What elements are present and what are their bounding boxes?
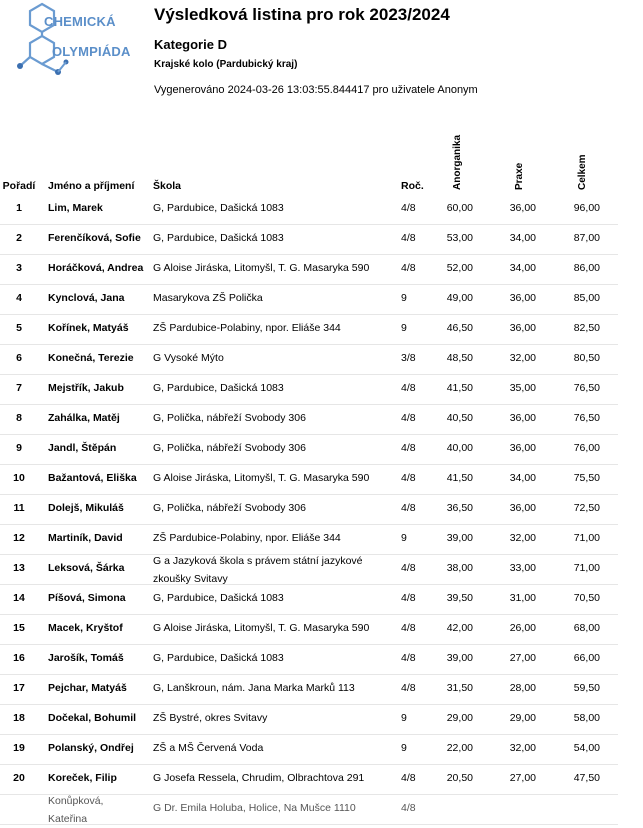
- school-cell: G Aloise Jiráska, Litomyšl, T. G. Masaryka 590: [153, 622, 370, 634]
- total-cell: 87,00: [573, 232, 600, 244]
- table-row: [0, 584, 618, 615]
- anorganika-cell: 46,50: [446, 322, 473, 334]
- name-cell: Kořínek, Matyáš: [48, 322, 129, 334]
- school-cell: G Josefa Ressela, Chrudim, Olbrachtova 291: [153, 772, 365, 784]
- anorganika-cell: 52,00: [446, 262, 473, 274]
- total-cell: 72,50: [573, 502, 600, 514]
- name-cell: Dolejš, Mikuláš: [48, 502, 124, 514]
- praxe-cell: 27,00: [509, 772, 536, 784]
- total-cell: 54,00: [573, 742, 600, 754]
- rank-cell: 10: [13, 472, 25, 484]
- benzene-ring-icon: [14, 0, 144, 80]
- table-row: [0, 554, 618, 585]
- anorganika-cell: 41,50: [446, 382, 473, 394]
- anorganika-cell: 49,00: [446, 292, 473, 304]
- year-cell: 3/8: [401, 352, 416, 364]
- total-cell: 82,50: [573, 322, 600, 334]
- total-cell: 75,50: [573, 472, 600, 484]
- rank-cell: 16: [13, 652, 25, 664]
- column-header-school: Škola: [153, 180, 182, 192]
- anorganika-cell: 42,00: [446, 622, 473, 634]
- name-cell: Dočekal, Bohumil: [48, 712, 137, 724]
- total-cell: 71,00: [573, 532, 600, 544]
- school-cell: G, Polička, nábřeží Svobody 306: [153, 442, 306, 454]
- rank-cell: 14: [13, 592, 25, 604]
- name-cell: Mejstřík, Jakub: [48, 382, 124, 394]
- school-cell: G, Pardubice, Dašická 1083: [153, 232, 284, 244]
- name-cell: Konečná, Terezie: [48, 352, 134, 364]
- anorganika-cell: 22,00: [446, 742, 473, 754]
- praxe-cell: 32,00: [509, 352, 536, 364]
- logo-text-line2: OLYMPIÁDA: [52, 44, 131, 59]
- praxe-cell: 36,00: [509, 442, 536, 454]
- name-cell: Jandl, Štěpán: [48, 442, 117, 454]
- table-row: [0, 764, 618, 795]
- table-row: [0, 494, 618, 525]
- rank-cell: 6: [16, 352, 22, 364]
- table-row: [0, 284, 618, 315]
- name-cell: Zahálka, Matěj: [48, 412, 120, 424]
- table-row: [0, 674, 618, 705]
- rank-cell: 19: [13, 742, 25, 754]
- school-cell: ZŠ Bystré, okres Svitavy: [153, 712, 268, 724]
- name-cell: Polanský, Ondřej: [48, 742, 134, 754]
- rank-cell: 17: [13, 682, 25, 694]
- year-cell: 4/8: [401, 682, 416, 694]
- table-row: [0, 194, 618, 225]
- column-header-anorganika: Anorganika: [452, 134, 463, 190]
- rank-cell: 1: [16, 202, 22, 214]
- praxe-cell: 32,00: [509, 742, 536, 754]
- rank-cell: 2: [16, 232, 22, 244]
- name-cell: Macek, Kryštof: [48, 622, 123, 634]
- year-cell: 4/8: [401, 442, 416, 454]
- total-cell: 58,00: [573, 712, 600, 724]
- year-cell: 9: [401, 322, 407, 334]
- table-row: [0, 704, 618, 735]
- anorganika-cell: 48,50: [446, 352, 473, 364]
- school-cell: G Dr. Emila Holuba, Holice, Na Mušce 1110: [153, 802, 356, 814]
- praxe-cell: 36,00: [509, 322, 536, 334]
- name-cell: Píšová, Simona: [48, 592, 126, 604]
- year-cell: 4/8: [401, 232, 416, 244]
- praxe-cell: 27,00: [509, 652, 536, 664]
- round-label: Krajské kolo (Pardubický kraj): [154, 59, 298, 70]
- table-row: [0, 314, 618, 345]
- table-row: [0, 254, 618, 285]
- year-cell: 4/8: [401, 262, 416, 274]
- year-cell: 9: [401, 292, 407, 304]
- year-cell: 4/8: [401, 652, 416, 664]
- total-cell: 76,50: [573, 382, 600, 394]
- school-cell: G, Pardubice, Dašická 1083: [153, 382, 284, 394]
- column-header-name: Jméno a příjmení: [48, 180, 135, 192]
- table-row: [0, 794, 618, 825]
- praxe-cell: 36,00: [509, 292, 536, 304]
- rank-cell: 9: [16, 442, 22, 454]
- total-cell: 76,00: [573, 442, 600, 454]
- name-cell: Pejchar, Matyáš: [48, 682, 127, 694]
- table-row: [0, 614, 618, 645]
- year-cell: 4/8: [401, 202, 416, 214]
- table-row: [0, 404, 618, 435]
- column-header-celkem: Celkem: [577, 154, 588, 190]
- school-cell: G, Polička, nábřeží Svobody 306: [153, 502, 306, 514]
- school-cell: G, Lanškroun, nám. Jana Marka Marků 113: [153, 682, 355, 694]
- year-cell: 4/8: [401, 592, 416, 604]
- anorganika-cell: 39,00: [446, 652, 473, 664]
- rank-cell: 3: [16, 262, 22, 274]
- praxe-cell: 34,00: [509, 472, 536, 484]
- name-cell: Bažantová, Eliška: [48, 472, 137, 484]
- name-cell: Konůpková, Kateřina: [48, 795, 104, 825]
- rank-cell: 20: [13, 772, 25, 784]
- year-cell: 9: [401, 712, 407, 724]
- school-cell: ZŠ a MŠ Červená Voda: [153, 742, 264, 754]
- total-cell: 70,50: [573, 592, 600, 604]
- name-cell: Leksová, Šárka: [48, 562, 125, 574]
- anorganika-cell: 40,00: [446, 442, 473, 454]
- category-title: Kategorie D: [154, 37, 227, 52]
- school-cell: G Aloise Jiráska, Litomyšl, T. G. Masaryka 590: [153, 262, 370, 274]
- year-cell: 4/8: [401, 802, 416, 814]
- rank-cell: 12: [13, 532, 25, 544]
- table-row: [0, 374, 618, 405]
- rank-cell: 15: [13, 622, 25, 634]
- total-cell: 68,00: [573, 622, 600, 634]
- total-cell: 66,00: [573, 652, 600, 664]
- school-cell: G, Polička, nábřeží Svobody 306: [153, 412, 306, 424]
- year-cell: 4/8: [401, 562, 416, 574]
- praxe-cell: 32,00: [509, 532, 536, 544]
- name-cell: Koreček, Filip: [48, 772, 117, 784]
- table-row: [0, 734, 618, 765]
- rank-cell: 5: [16, 322, 22, 334]
- rank-cell: 13: [13, 562, 25, 574]
- year-cell: 9: [401, 742, 407, 754]
- column-header-year: Roč.: [401, 180, 424, 192]
- school-cell: G, Pardubice, Dašická 1083: [153, 592, 284, 604]
- rank-cell: 4: [16, 292, 22, 304]
- total-cell: 80,50: [573, 352, 600, 364]
- anorganika-cell: 60,00: [446, 202, 473, 214]
- total-cell: 85,00: [573, 292, 600, 304]
- praxe-cell: 33,00: [509, 562, 536, 574]
- praxe-cell: 34,00: [509, 232, 536, 244]
- school-cell: Masarykova ZŠ Polička: [153, 292, 263, 304]
- name-cell: Ferenčíková, Sofie: [48, 232, 141, 244]
- year-cell: 4/8: [401, 502, 416, 514]
- year-cell: 4/8: [401, 382, 416, 394]
- table-row: [0, 524, 618, 555]
- table-row: [0, 224, 618, 255]
- name-cell: Horáčková, Andrea: [48, 262, 144, 274]
- school-cell: ZŠ Pardubice-Polabiny, npor. Eliáše 344: [153, 322, 341, 334]
- logo-text-line1: CHEMICKÁ: [44, 14, 116, 29]
- praxe-cell: 36,00: [509, 502, 536, 514]
- column-header-praxe: Praxe: [514, 162, 525, 190]
- school-cell: ZŠ Pardubice-Polabiny, npor. Eliáše 344: [153, 532, 341, 544]
- total-cell: 71,00: [573, 562, 600, 574]
- praxe-cell: 26,00: [509, 622, 536, 634]
- praxe-cell: 36,00: [509, 412, 536, 424]
- year-cell: 4/8: [401, 772, 416, 784]
- school-cell: G Aloise Jiráska, Litomyšl, T. G. Masaryka 590: [153, 472, 370, 484]
- praxe-cell: 31,00: [509, 592, 536, 604]
- school-cell: G, Pardubice, Dašická 1083: [153, 202, 284, 214]
- name-cell: Kynclová, Jana: [48, 292, 125, 304]
- total-cell: 86,00: [573, 262, 600, 274]
- name-cell: Lim, Marek: [48, 202, 103, 214]
- rank-cell: 7: [16, 382, 22, 394]
- rank-cell: 18: [13, 712, 25, 724]
- praxe-cell: 34,00: [509, 262, 536, 274]
- rank-cell: 8: [16, 412, 22, 424]
- school-cell: G Vysoké Mýto: [153, 352, 224, 364]
- name-cell: Jarošík, Tomáš: [48, 652, 124, 664]
- anorganika-cell: 20,50: [446, 772, 473, 784]
- year-cell: 4/8: [401, 412, 416, 424]
- praxe-cell: 35,00: [509, 382, 536, 394]
- rank-cell: 11: [13, 502, 25, 514]
- anorganika-cell: 41,50: [446, 472, 473, 484]
- anorganika-cell: 40,50: [446, 412, 473, 424]
- anorganika-cell: 31,50: [446, 682, 473, 694]
- praxe-cell: 36,00: [509, 202, 536, 214]
- generated-info: Vygenerováno 2024-03-26 13:03:55.844417 pro uživatele Anonym: [154, 84, 478, 96]
- anorganika-cell: 38,00: [446, 562, 473, 574]
- school-cell: G, Pardubice, Dašická 1083: [153, 652, 284, 664]
- year-cell: 4/8: [401, 472, 416, 484]
- praxe-cell: 28,00: [509, 682, 536, 694]
- table-row: [0, 344, 618, 375]
- year-cell: 4/8: [401, 622, 416, 634]
- school-cell: G a Jazyková škola s právem státní jazykové zkoušky Svitavy: [153, 555, 363, 585]
- chemicka-olympiada-logo: [14, 0, 144, 80]
- column-header-rank: Pořadí: [2, 180, 36, 192]
- anorganika-cell: 29,00: [446, 712, 473, 724]
- table-row: [0, 644, 618, 675]
- praxe-cell: 29,00: [509, 712, 536, 724]
- year-cell: 9: [401, 532, 407, 544]
- table-row: [0, 434, 618, 465]
- anorganika-cell: 39,50: [446, 592, 473, 604]
- total-cell: 76,50: [573, 412, 600, 424]
- total-cell: 96,00: [573, 202, 600, 214]
- anorganika-cell: 53,00: [446, 232, 473, 244]
- name-cell: Martiník, David: [48, 532, 123, 544]
- page-title: Výsledková listina pro rok 2023/2024: [154, 5, 450, 24]
- table-row: [0, 464, 618, 495]
- anorganika-cell: 39,00: [446, 532, 473, 544]
- total-cell: 59,50: [573, 682, 600, 694]
- total-cell: 47,50: [573, 772, 600, 784]
- anorganika-cell: 36,50: [446, 502, 473, 514]
